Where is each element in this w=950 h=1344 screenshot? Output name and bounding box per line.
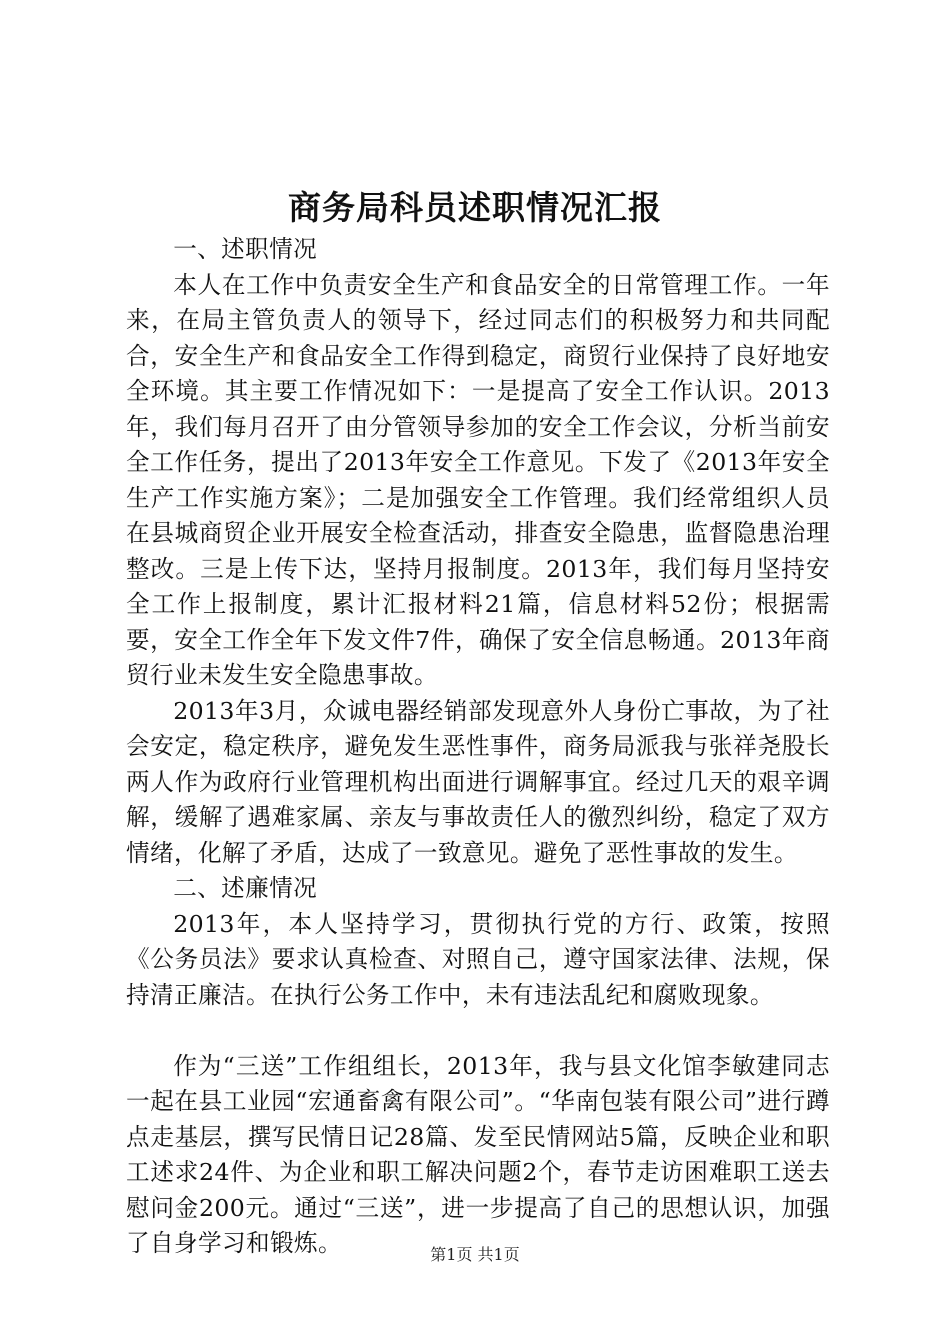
page-footer: 第1页 共1页 [430,1245,520,1264]
paragraph-integrity: 2013年，本人坚持学习，贯彻执行党的方行、政策，按照《公务员法》要求认真检查、对照自己，遵守国家法律、法规，保持清正廉洁。在执行公务工作中，未有违法乱纪和腐败现象。 [126,909,830,1009]
section-heading-integrity: 二、述廉情况 [173,874,318,902]
document-body [126,232,830,1262]
paragraph-mediation: 2013年3月，众诚电器经销部发现意外人身份亡事故，为了社会安定，稳定秩序，避免发生恶性事件，商务局派我与张祥尧股长两人作为政府行业管理机构出面进行调解事宜。经过几天的艰辛调解，缓解了遇难家属、亲友与事故责任人的徼烈纠纷，稳定了双方情绪，化解了矛盾，达成了一致意见。避免了恶性事故的发生。 [126,696,830,867]
paragraph-safety-work: 本人在工作中负责安全生产和食品安全的日常管理工作。一年来，在局主管负责人的领导下，经过同志们的积极努力和共同配合，安全生产和食品安全工作得到稳定，商贸行业保持了良好地安全环境。其主要工作情况如下：一是提高了安全工作认识。2013年，我们每月召开了由分管领导参加的安全工作会议，分析当前安全工作任务，提出了2013年安全工作意见。下发了《2013年安全生产工作实施方案》；二是加强安全工作管理。我们经常组织人员在县城商贸企业开展安全检查活动，排查安全隐患，监督隐患治理整改。三是上传下达，坚持月报制度。2013年，我们每月坚持安全工作上报制度，累计汇报材料21篇，信息材料52份；根据需要，安全工作全年下发文件7件，确保了安全信息畅通。2013年商贸行业未发生安全隐患事故。 [126,270,830,689]
section-heading-duty: 一、述职情况 [173,235,318,263]
paragraph-three-deliveries: 作为“三送”工作组组长，2013年，我与县文化馆李敏建同志一起在县工业园“宏通畜禽有限公司”。“华南包装有限公司”进行蹲点走基层，撰写民情日记28篇、发至民情网站5篇，反映企业和职工述求24件、为企业和职工解决问题2个，春节走访困难职工送去慰问金200元。通过“三送”，进一步提高了自己的思想认识，加强了自身学习和锻炼。 [126,1051,830,1257]
page-title: 商务局科员述职情况汇报 [288,188,662,227]
